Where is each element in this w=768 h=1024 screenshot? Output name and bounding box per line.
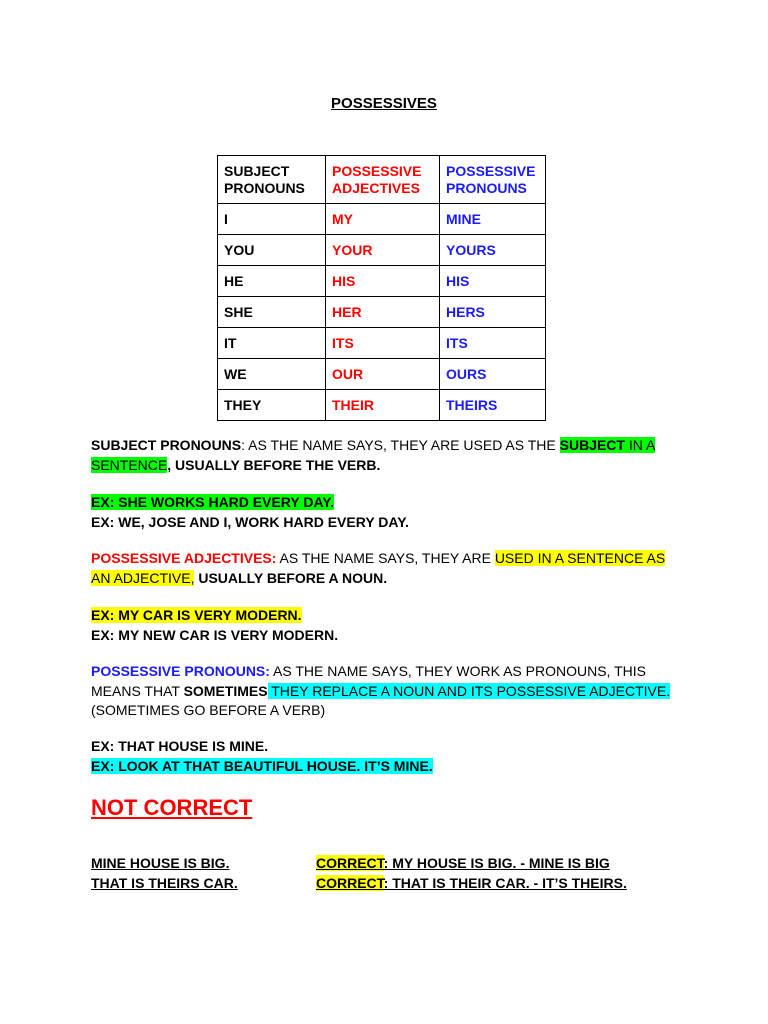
possessive-pronoun-cell: HIS bbox=[440, 266, 546, 297]
subject-pronoun-cell: IT bbox=[218, 328, 326, 359]
possessive-pronoun-cell: HERS bbox=[440, 297, 546, 328]
possessive-pronoun-cell: OURS bbox=[440, 359, 546, 390]
possessive-adjective-cell: HER bbox=[326, 297, 440, 328]
page-title: POSSESSIVES bbox=[331, 95, 437, 112]
possessive-adjectives-tail: USUALLY BEFORE A NOUN. bbox=[194, 569, 388, 586]
not-correct-heading: NOT CORRECT bbox=[91, 795, 253, 820]
subject-pronouns-tail: , USUALLY BEFORE THE VERB. bbox=[167, 456, 381, 473]
example: EX: MY NEW CAR IS VERY MODERN. bbox=[91, 626, 339, 643]
subject-pronouns-text: : AS THE NAME SAYS, THEY ARE USED AS THE bbox=[241, 437, 560, 453]
table-row bbox=[218, 359, 546, 390]
highlight-adjective-line1: USED IN A SENTENCE AS bbox=[494, 550, 666, 566]
subject-pronoun-cell: HE bbox=[218, 266, 326, 297]
table-row bbox=[218, 297, 546, 328]
subject-examples bbox=[91, 493, 691, 532]
header-text: SUBJECT bbox=[224, 162, 290, 179]
table-header-row bbox=[218, 156, 546, 204]
possessive-pronoun-cell: MINE bbox=[440, 204, 546, 235]
possessive-adjectives-text: AS THE NAME SAYS, THEY ARE bbox=[276, 550, 495, 566]
highlight-adjective-line2: AN ADJECTIVE, bbox=[91, 569, 195, 586]
highlight-bold-text: SUBJECT bbox=[559, 437, 625, 453]
header-text: PRONOUNS bbox=[446, 179, 527, 196]
highlight-text: IN A bbox=[624, 437, 656, 453]
possessive-pronouns-text: AS THE NAME SAYS, THEY WORK AS PRONOUNS, THIS bbox=[269, 663, 646, 679]
incorrect-examples bbox=[91, 854, 238, 893]
table-row bbox=[218, 235, 546, 266]
table-row bbox=[218, 266, 546, 297]
header-text: PRONOUNS bbox=[224, 179, 305, 196]
header-possessive-adjectives bbox=[326, 156, 440, 204]
possessive-pronoun-cell: YOURS bbox=[440, 235, 546, 266]
table-row bbox=[218, 204, 546, 235]
possessive-adjective-cell: THEIR bbox=[326, 390, 440, 421]
possessive-pronoun-cell: ITS bbox=[440, 328, 546, 359]
possessive-adjective-cell: ITS bbox=[326, 328, 440, 359]
possessive-pronouns-note: (SOMETIMES GO BEFORE A VERB) bbox=[91, 702, 326, 718]
possessive-adjective-cell: OUR bbox=[326, 359, 440, 390]
pronoun-examples bbox=[91, 737, 691, 776]
header-text: POSSESSIVE bbox=[446, 162, 536, 179]
header-possessive-pronouns bbox=[440, 156, 546, 204]
table-row bbox=[218, 390, 546, 421]
incorrect-example: MINE HOUSE IS BIG. bbox=[91, 855, 230, 871]
possessive-adjective-cell: MY bbox=[326, 204, 440, 235]
adjective-examples bbox=[91, 606, 691, 645]
possessive-adjectives-paragraph bbox=[91, 549, 691, 588]
subject-pronoun-cell: YOU bbox=[218, 235, 326, 266]
correct-label: CORRECT bbox=[316, 874, 384, 891]
possessive-adjective-cell: HIS bbox=[326, 266, 440, 297]
possessive-adjective-cell: YOUR bbox=[326, 235, 440, 266]
highlight-subject bbox=[560, 437, 656, 453]
subject-pronoun-cell: WE bbox=[218, 359, 326, 390]
example: EX: THAT HOUSE IS MINE. bbox=[91, 738, 269, 754]
correct-label: CORRECT bbox=[316, 855, 384, 871]
possessive-pronouns-text2: MEANS THAT bbox=[91, 682, 184, 699]
subject-pronoun-cell: I bbox=[218, 204, 326, 235]
possessive-pronoun-cell: THEIRS bbox=[440, 390, 546, 421]
correct-example: : MY HOUSE IS BIG. - MINE IS BIG bbox=[383, 855, 610, 871]
subject-pronouns-paragraph bbox=[91, 436, 691, 475]
possessive-pronouns-paragraph bbox=[91, 662, 691, 721]
example-highlighted: EX: LOOK AT THAT BEAUTIFUL HOUSE. IT’S MINE. bbox=[91, 757, 433, 774]
possessive-pronouns-term: POSSESSIVE PRONOUNS: bbox=[91, 663, 270, 679]
table-row bbox=[218, 328, 546, 359]
pronoun-table bbox=[217, 155, 546, 421]
highlight-sentence: SENTENCE bbox=[91, 456, 168, 473]
subject-pronouns-term: SUBJECT PRONOUNS bbox=[91, 437, 242, 453]
sometimes-bold: SOMETIMES bbox=[183, 682, 268, 699]
header-text: POSSESSIVE bbox=[332, 162, 422, 179]
subject-pronoun-cell: THEY bbox=[218, 390, 326, 421]
example-highlighted: EX: SHE WORKS HARD EVERY DAY. bbox=[91, 494, 334, 510]
subject-pronoun-cell: SHE bbox=[218, 297, 326, 328]
possessive-adjectives-term: POSSESSIVE ADJECTIVES: bbox=[91, 550, 277, 566]
highlight-replace: THEY REPLACE A NOUN AND ITS POSSESSIVE ADJECTIVE. bbox=[267, 682, 671, 699]
correct-examples bbox=[316, 854, 627, 893]
example-highlighted: EX: MY CAR IS VERY MODERN. bbox=[91, 607, 302, 623]
example: EX: WE, JOSE AND I, WORK HARD EVERY DAY. bbox=[91, 513, 409, 530]
header-text: ADJECTIVES bbox=[332, 179, 420, 196]
incorrect-example: THAT IS THEIRS CAR. bbox=[91, 874, 238, 891]
correct-example: : THAT IS THEIR CAR. - IT’S THEIRS. bbox=[383, 874, 627, 891]
header-subject-pronouns bbox=[218, 156, 326, 204]
